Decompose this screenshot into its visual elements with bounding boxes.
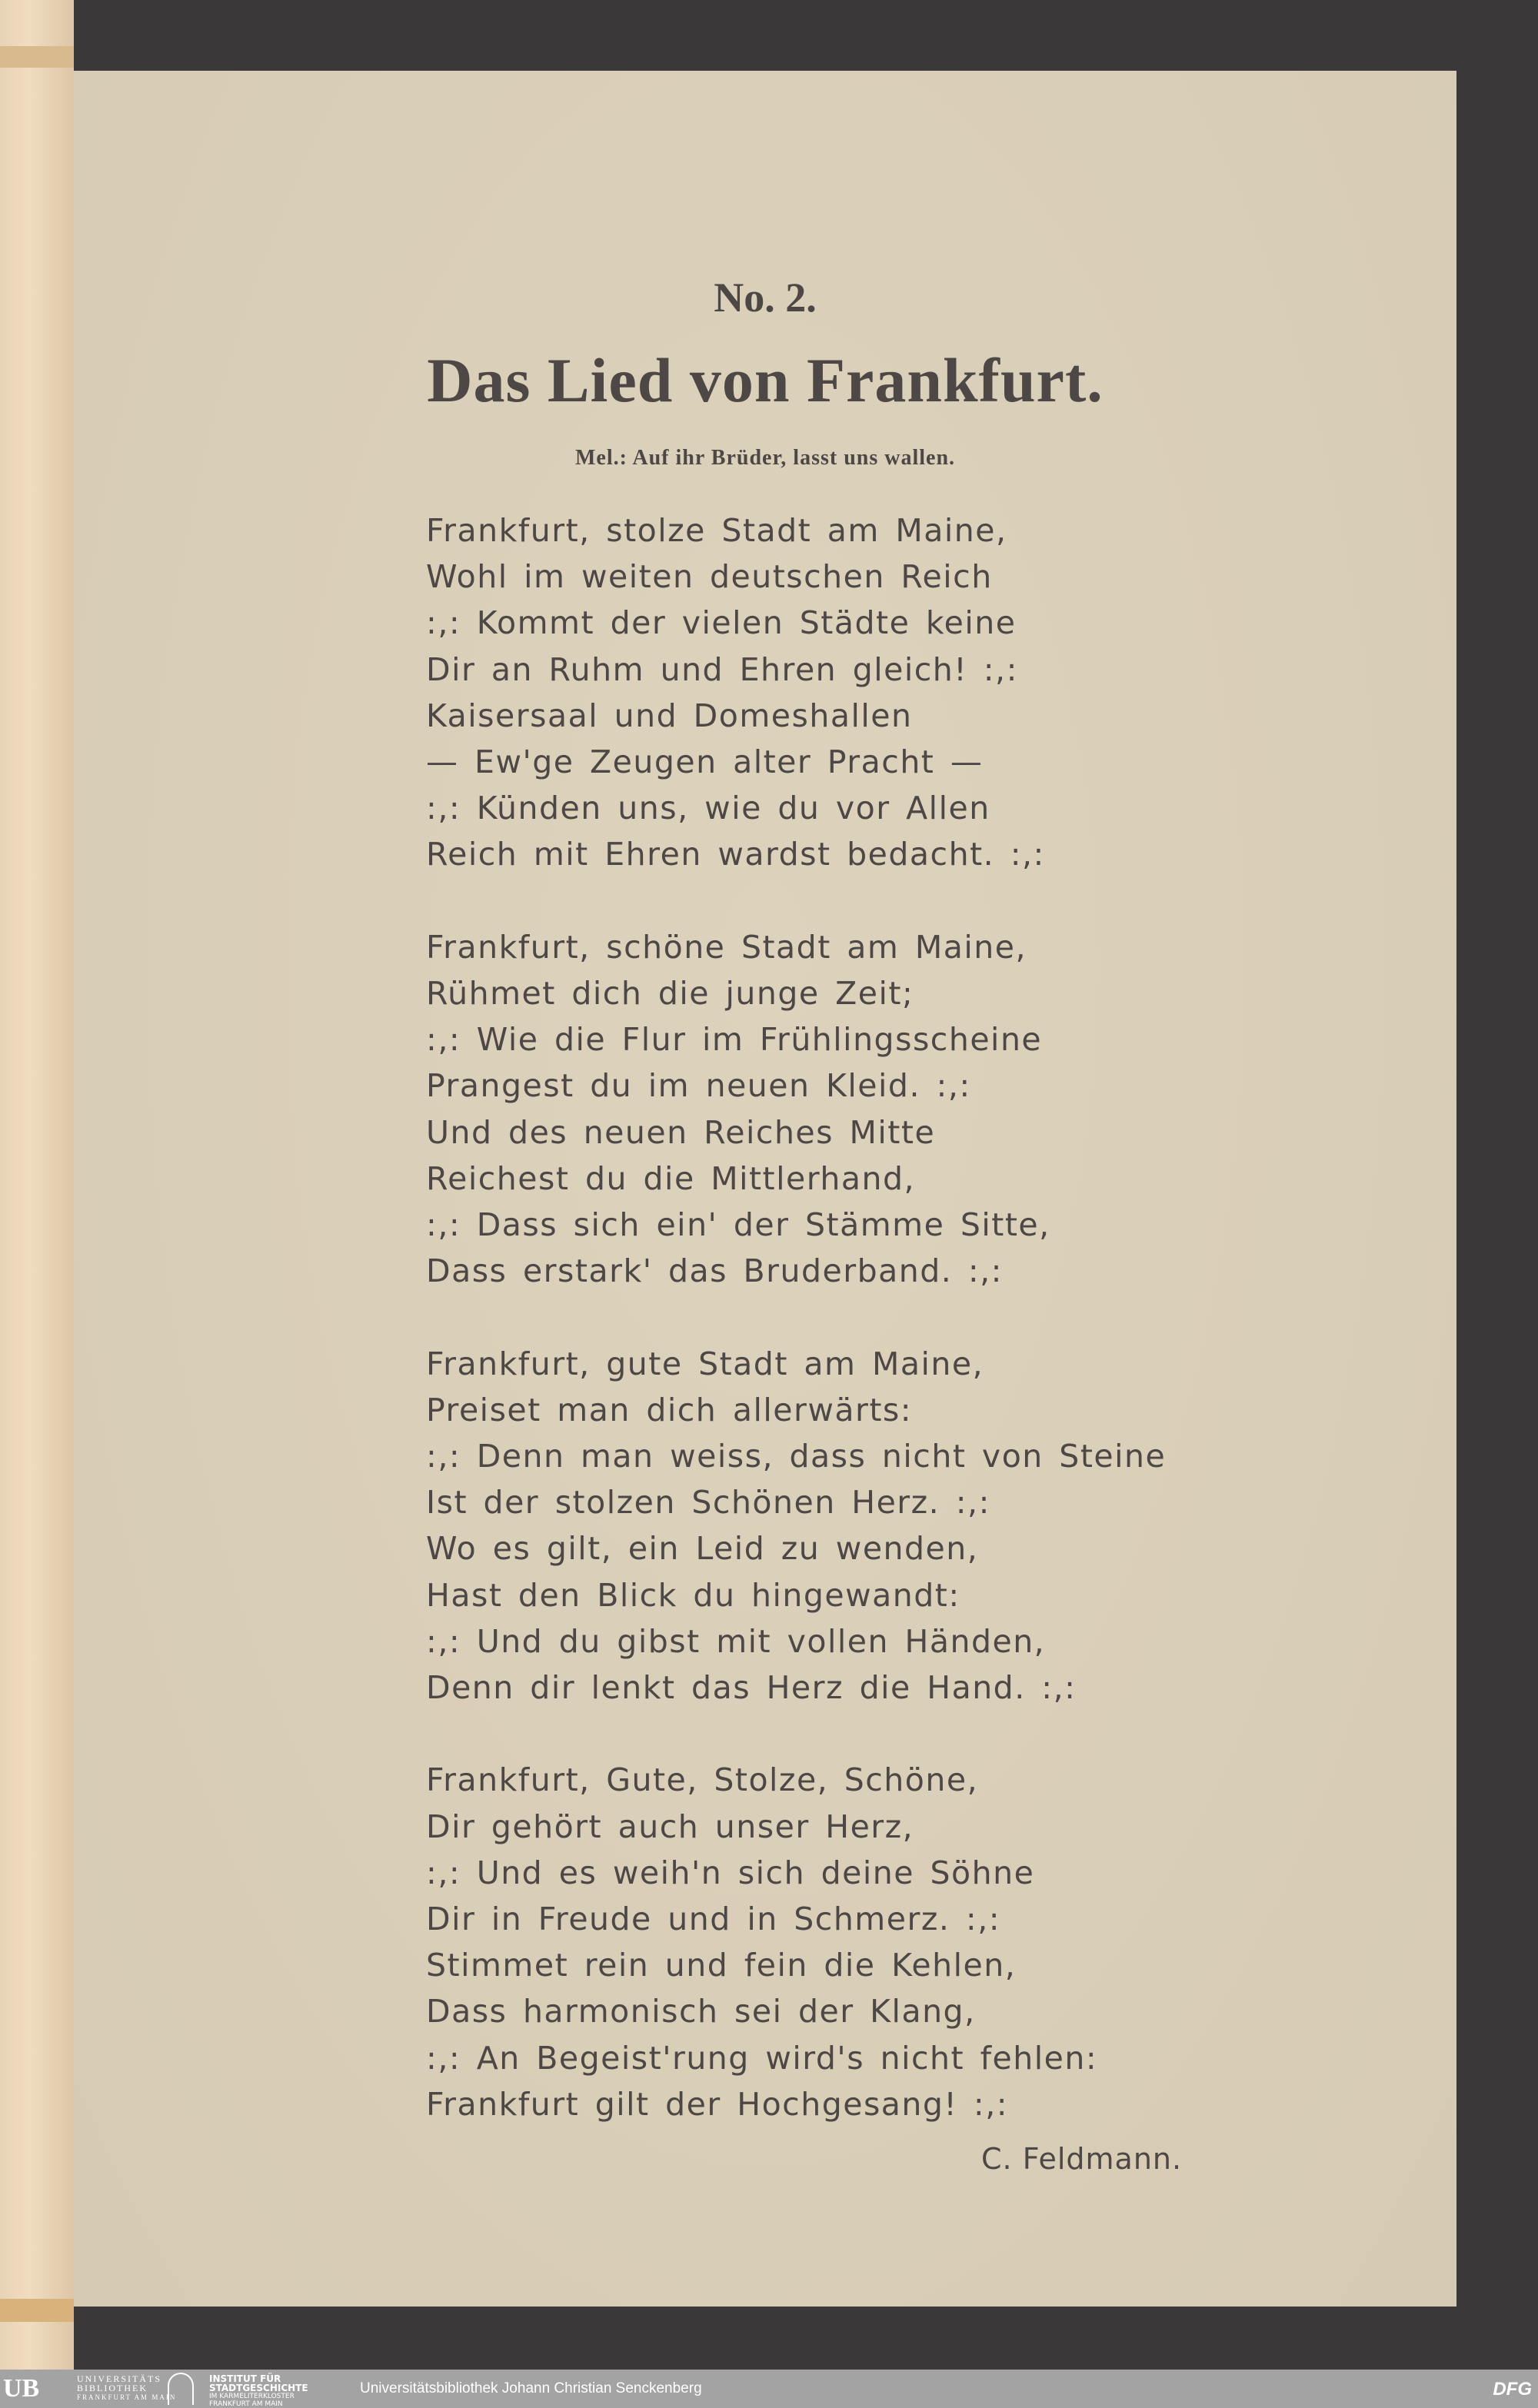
author-signature: C. Feldmann. [981,2142,1183,2176]
ub-text-line: BIBLIOTHEK [77,2383,148,2393]
poem-line: :,: Und es weih'n sich deine Söhne [426,1854,1035,1891]
poem-line: Frankfurt, schöne Stadt am Maine, [426,928,1027,966]
poem-line: :,: Dass sich ein' der Stämme Sitte, [426,1206,1050,1244]
isg-logo-text [209,2374,308,2408]
poem-line: Reich mit Ehren wardst bedacht. :,: [426,836,1045,873]
poem-line: :,: Denn man weiss, dass nicht von Steine [426,1438,1167,1475]
poem-line: :,: Kommt der vielen Städte keine [426,604,1017,642]
ub-text-line: UNIVERSITÄTS [77,2373,161,2384]
poem-line: Wo es gilt, ein Leid zu wenden, [426,1530,979,1568]
poem-line: Preiset man dich allerwärts: [426,1391,913,1429]
stanza [426,924,1166,1295]
poem-line: Frankfurt, stolze Stadt am Maine, [426,512,1007,549]
isg-text-line: IM KARMELITERKLOSTER [209,2393,295,2400]
poem-line: Frankfurt, gute Stadt am Maine, [426,1345,984,1382]
poem-line: :,: Künden uns, wie du vor Allen [426,790,990,827]
dfg-logo: DFG [1493,2379,1532,2400]
scanned-page [74,71,1456,2307]
song-title: Das Lied von Frankfurt. [427,345,1104,415]
stanza [426,1757,1166,2127]
isg-text-line: INSTITUT FÜR [209,2373,281,2384]
stanza [426,1341,1166,1711]
poem-line: Kaisersaal und Domeshallen [426,697,913,734]
ub-text-line: FRANKFURT AM MAIN [77,2393,177,2401]
isg-text-line: FRANKFURT AM MAIN [209,2400,283,2408]
poem-line: Frankfurt, Gute, Stolze, Schöne, [426,1761,979,1799]
poem-line: :,: Wie die Flur im Frühlingsscheine [426,1021,1043,1059]
poem-line: Prangest du im neuen Kleid. :,: [426,1067,971,1105]
song-number: No. 2. [714,274,817,321]
poem-line: Reichest du die Mittlerhand, [426,1159,916,1197]
poem-line: :,: Und du gibst mit vollen Händen, [426,1622,1046,1660]
isg-text-line: STADTGESCHICHTE [209,2383,308,2393]
isg-arch-icon [168,2373,194,2405]
poem-line: Und des neuen Reiches Mitte [426,1113,936,1151]
book-edge-band [0,2299,74,2322]
melody-note: Mel.: Auf ihr Brüder, lasst uns wallen. [574,446,956,470]
poem-line: — Ew'ge Zeugen alter Pracht — [426,743,984,781]
poem-line: :,: An Begeist'rung wird's nicht fehlen: [426,2039,1098,2077]
poem-line: Stimmet rein und fein die Kehlen, [426,1947,1017,1984]
book-edge-band [0,46,74,68]
poem-line: Dir in Freude und in Schmerz. :,: [426,1901,1001,1938]
poem-line: Denn dir lenkt das Herz die Hand. :,: [426,1669,1077,1707]
stanza [426,507,1166,878]
poem-line: Dir gehört auch unser Herz, [426,1808,914,1845]
poem [426,507,1166,2174]
ub-logo: UB [3,2374,40,2403]
poem-line: Frankfurt gilt der Hochgesang! :,: [426,2085,1009,2123]
poem-line: Hast den Blick du hingewandt: [426,1576,960,1614]
poem-line: Dass harmonisch sei der Klang, [426,1993,976,2031]
poem-line: Dass erstark' das Bruderband. :,: [426,1252,1003,1290]
poem-line: Dir an Ruhm und Ehren gleich! :,: [426,650,1018,688]
footer-bar [0,2370,1538,2408]
library-name: Universitätsbibliothek Johann Christian Senckenberg [360,2380,702,2396]
poem-line: Ist der stolzen Schönen Herz. :,: [426,1484,990,1522]
book-edge [0,0,74,2370]
ub-logo-text [77,2374,176,2402]
poem-line: Wohl im weiten deutschen Reich [426,558,993,596]
poem-line: Rühmet dich die junge Zeit; [426,975,914,1013]
